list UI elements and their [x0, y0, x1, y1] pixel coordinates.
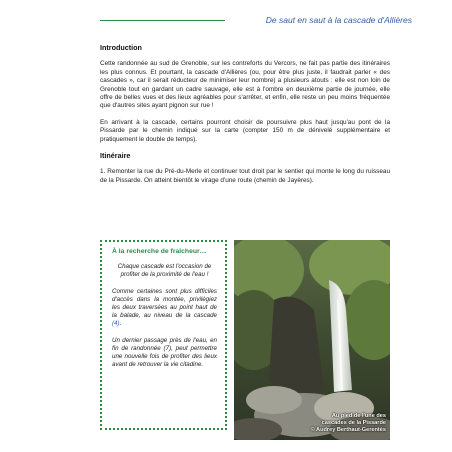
caption-credit: © Audrey Berthaut-Gerentès [310, 427, 386, 433]
caption-line-1: Au pied de l'une des [331, 413, 386, 419]
waterfall-image [234, 240, 390, 440]
photo-caption [290, 413, 386, 434]
itinerary-step-1: 1. Remonter la rue du Pré-du-Merle et continuer tout droit par le sentier qui monte le long du ruisseau de la Pissarde. On atteint bientôt le virage d'une route (chemin de Jayères). [100, 168, 390, 184]
introduction-paragraph-2: En arrivant à la cascade, certains pourront choisir de poursuivre plus haut jusqu'au pont de la Pissarde par le chemin indiqué sur la carte (compter 150 m de dénivelé supplémentaire et pratiquement le double de temps). [100, 118, 390, 143]
main-text [100, 44, 390, 193]
caption-line-2: cascades de la Pissarde [321, 420, 386, 426]
waypoint-reference: (4) [112, 320, 120, 327]
introduction-paragraph-1: Cette randonnée au sud de Grenoble, sur les contreforts du Vercors, ne fait pas partie des itinéraires les plus connus. Et pourtant, la cascade d'Allières (ou, pour être plus juste, il faudrait parler « des cascades », car il serait réducteur de minimiser leur nombre) a plusieurs atouts : elle est non loin de Grenoble tout en gardant un cadre sauvage, elle est à l'ombre en deuxième partie de journée, elle offre de belles vues et des lieux agréables pour s'arrêter, et enfin, elle reste un peu moins fréquentée que d'autres sites ayant pignon sur rue ! [100, 60, 390, 110]
box-paragraph-1: Chaque cascade est l'occasion de profiter de la proximité de l'eau ! [117, 263, 212, 278]
box-paragraph-3: Un dernier passage près de l'eau, en fin de randonnée (7), peut permettre une nouvelle fois de profiter des lieux avant de retrouver la vie citadine. [112, 337, 217, 368]
itinerary-heading: Itinéraire [100, 151, 131, 161]
running-header-title: De saut en saut à la cascade d'Allières [265, 15, 412, 25]
introduction-heading: Introduction [100, 43, 142, 52]
box-paragraph-2 [112, 288, 217, 328]
box-title: À la recherche de fraîcheur… [112, 248, 207, 255]
waterfall-photo [234, 240, 390, 440]
freshness-sidebar-box [100, 240, 227, 430]
header-rule [100, 20, 225, 21]
box-paragraph-2-text: Comme certaines sont plus difficiles d'accès dans la montée, privilégiez les deux traversées au point haut de la balade, au niveau de la cascade [112, 288, 217, 319]
box-paragraph-2-end: . [119, 320, 122, 327]
